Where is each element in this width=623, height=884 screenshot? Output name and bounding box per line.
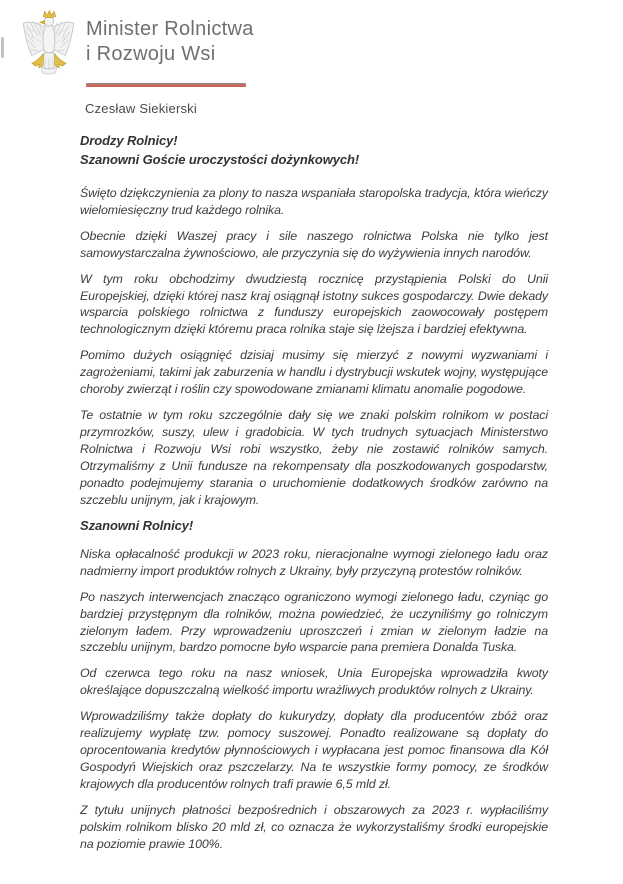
mid-salutation: Szanowni Rolnicy!: [80, 518, 194, 534]
letter-paragraph-4: Pomimo dużych osiągnięć dzisiaj musimy się mierzyć z nowymi wyzwaniami i zagrożeniami, takimi jak zaburzenia w handlu i dystrybucji wskutek wojny, występujące choroby zwierząt i roślin czy spowodowane zmianami klimatu anomalie pogodowe.: [80, 348, 548, 397]
salutation-line-2: Szanowni Goście uroczystości dożynkowych!: [80, 151, 360, 167]
header-accent-rule: [86, 83, 246, 87]
signatory-name: Czesław Siekierski: [85, 101, 197, 116]
ministry-name: [86, 17, 254, 67]
letter-paragraph-5: Te ostatnie w tym roku szczególnie dały się we znaki polskim rolnikom w postaci przymrozków, suszy, ulew i gradobicia. W tych trudnych sytuacjach Ministerstwo Rolnictwa i Rozwoju Wsi robi wszystko, żeby nie zostawić rolników samych. Otrzymaliśmy z Unii fundusze na rekompensaty dla poszkodowanych gospodarstw, ponadto podejmujemy starania o uruchomienie dodatkowych środków zarówno na szczeblu unijnym, jak i krajowym.: [80, 407, 548, 507]
salutation-line-1: Drodzy Rolnicy!: [80, 133, 178, 148]
letter-body: [80, 132, 548, 861]
scan-artifact: [1, 37, 4, 58]
letter-paragraph-3: W tym roku obchodzimy dwudziestą rocznicę przystąpienia Polski do Unii Europejskiej, dzięki której nasz kraj osiągnął istotny sukces gospodarczy. Dwie dekady wsparcia polskiego rolnictwa z funduszy europejskich zaowocowały postępem technologicznym dzięki któremu praca rolnika staje się lżejsza i bardziej efektywna.: [80, 271, 548, 337]
polish-eagle-icon: [19, 9, 77, 87]
ministry-name-line2: i Rozwoju Wsi: [86, 43, 216, 65]
letter-paragraph-1: Święto dziękczynienia za plony to nasza wspaniała staropolska tradycja, która wieńczy wielomiesięczny trud każdego rolnika.: [80, 186, 548, 217]
letter-paragraph-2: Obecnie dzięki Waszej pracy i sile naszego rolnictwa Polska nie tylko jest samowystarczalna żywnościowo, ale przyczynia się do wyżywienia innych narodów.: [80, 228, 548, 260]
letter-paragraph-8: Od czerwca tego roku na nasz wniosek, Unia Europejska wprowadziła kwoty określające dopuszczalną wielkość importu wrażliwych produktów rolnych z Ukrainy.: [80, 666, 548, 698]
letter-paragraph-7: Po naszych interwencjach znacząco ograniczono wymogi zielonego ładu, czyniąc go bardziej przystępnym dla rolników, można powiedzieć, że uczyniliśmy go rolniczym zielonym ładem. Przy wprowadzeniu uproszczeń i zmian w zielonym ładzie na szczeblu unijnym, bardzo pomocne było wsparcie pana premiera Donalda Tuska.: [80, 589, 548, 655]
letter-paragraph-6: Niska opłacalność produkcji w 2023 roku, nieracjonalne wymogi zielonego ładu oraz nadmierny import produktów rolnych z Ukrainy, były przyczyną protestów rolników.: [80, 546, 548, 578]
letter-paragraph-9: Wprowadziliśmy także dopłaty do kukurydzy, dopłaty dla producentów zbóż oraz realizujemy wypłatę tzw. pomocy suszowej. Ponadto realizowane są dopłaty do oprocentowania kredytów płynnościowych i wypłacana jest pomoc finansowa dla Kół Gospodyń Wiejskich oraz pszczelarzy. Na te wszystkie formy pomocy, ze środków krajowych dla producentów rolnych trafi prawie 6,5 mld zł.: [80, 709, 548, 791]
letter-paragraph-10: Z tytułu unijnych płatności bezpośrednich i obszarowych za 2023 r. wypłaciliśmy polskim rolnikom blisko 20 mld zł, co oznacza że wykorzystaliśmy środki europejskie na poziomie prawie 100%.: [80, 802, 548, 851]
ministry-name-line1: Minister Rolnictwa: [86, 18, 254, 40]
